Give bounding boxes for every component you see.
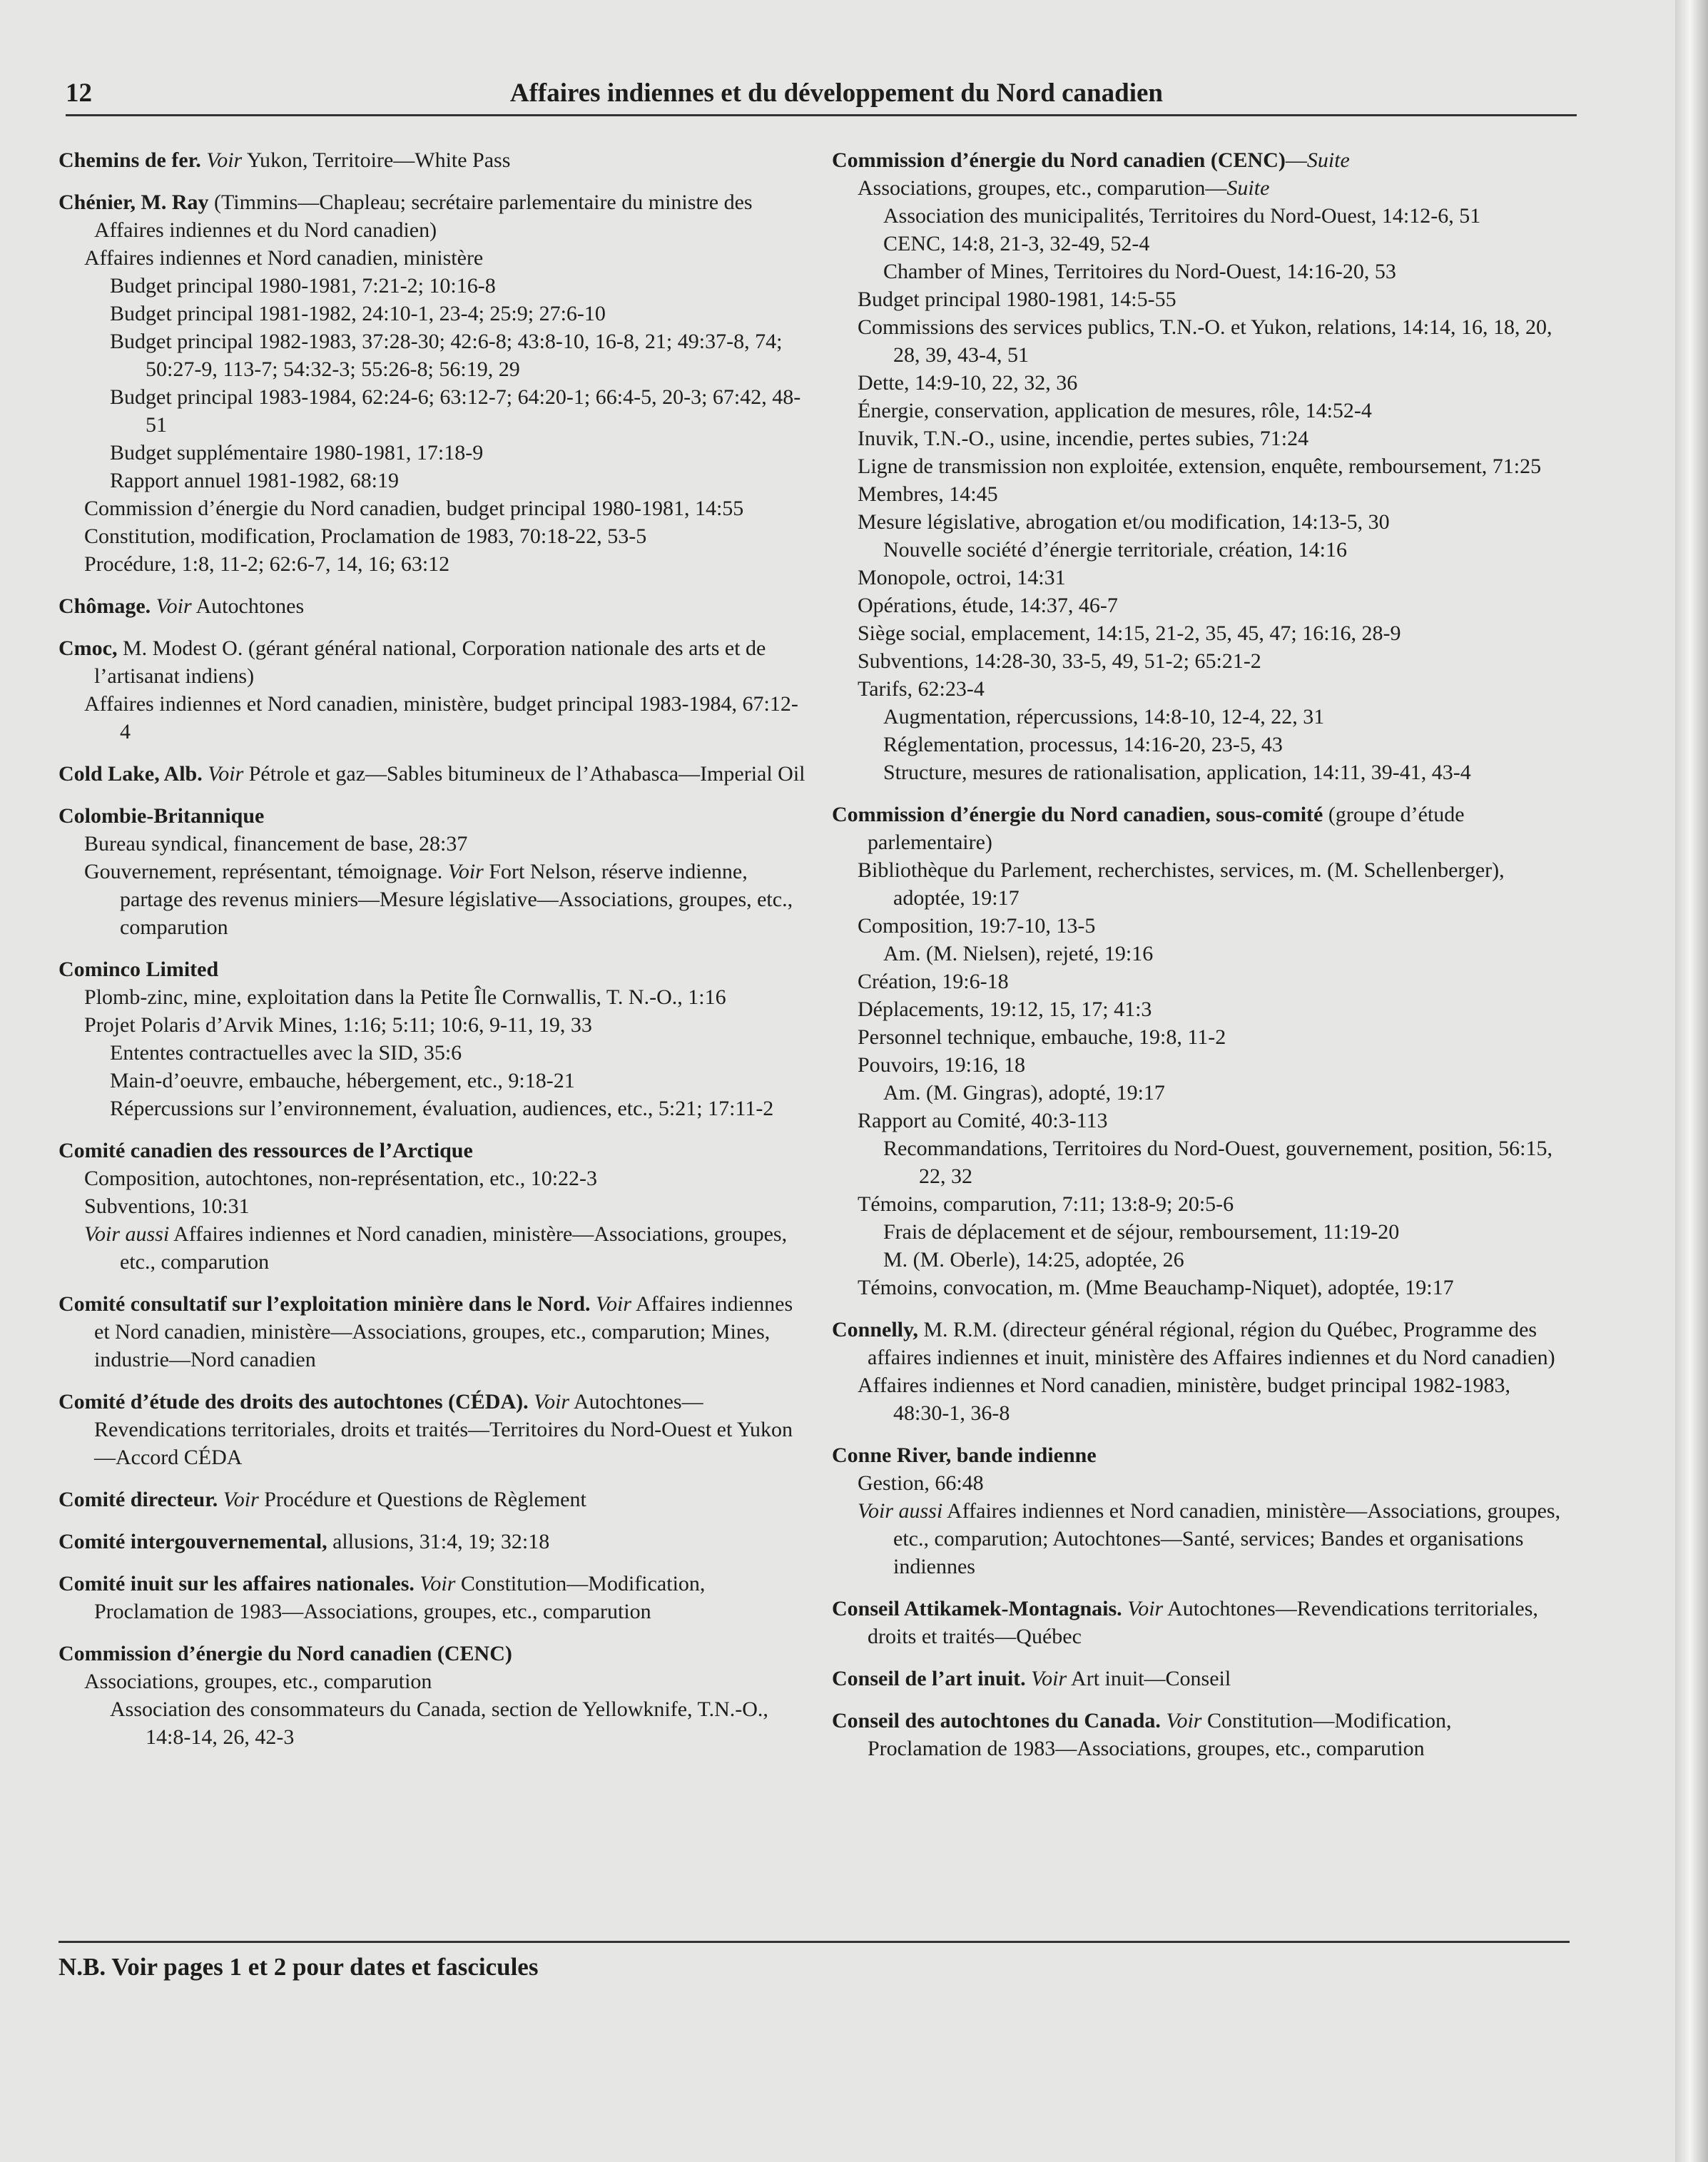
entry-text: (groupe d’étude parlementaire) — [868, 803, 1465, 854]
entry-text: Affaires indiennes et Nord canadien, ministère, budget principal 1983-1984, 67:12-4 — [84, 692, 798, 743]
entry-subline — [832, 1274, 1567, 1301]
entry-subline — [832, 1469, 1567, 1497]
entry-text: Ligne de transmission non exploitée, extension, enquête, remboursement, 71:25 — [858, 455, 1542, 478]
footer-note: N.B. Voir pages 1 et 2 pour dates et fascicules — [59, 1941, 1570, 1981]
entry-subline — [832, 1218, 1567, 1246]
entry-text: Associations, groupes, etc., comparution— — [858, 176, 1227, 200]
entry-heading — [832, 146, 1567, 174]
entry-subline — [59, 244, 808, 272]
entry-subline — [59, 1067, 808, 1095]
entry-text: Opérations, étude, 14:37, 46-7 — [858, 594, 1118, 617]
index-entry — [59, 1388, 808, 1471]
entry-subline — [832, 1246, 1567, 1274]
entry-text: Mesure législative, abrogation et/ou modification, 14:13-5, 30 — [858, 510, 1390, 534]
index-column-left — [59, 146, 808, 1765]
entry-text: Yukon, Territoire—White Pass — [242, 148, 511, 172]
entry-text: — — [1285, 148, 1307, 172]
entry-term: Cominco Limited — [59, 958, 219, 981]
entry-text — [218, 1488, 223, 1511]
entry-text: Constitution—Modification, Proclamation de 1983—Associations, groupes, etc., comparution — [868, 1709, 1452, 1760]
entry-heading — [832, 1595, 1567, 1650]
entry-subline — [832, 425, 1567, 452]
entry-heading — [59, 802, 808, 830]
cross-reference-word: Voir — [1127, 1597, 1164, 1620]
entry-text: Rapport annuel 1981-1982, 68:19 — [110, 469, 399, 492]
entry-subline — [59, 272, 808, 300]
entry-subline — [832, 758, 1567, 786]
entry-subline — [832, 647, 1567, 675]
entry-text: Affaires indiennes et Nord canadien, ministère—Associations, groupes, etc., comparution — [120, 1222, 788, 1274]
index-entry — [832, 1441, 1567, 1580]
entry-text: Nouvelle société d’énergie territoriale, création, 14:16 — [883, 538, 1348, 562]
entry-term: Cold Lake, Alb. — [59, 762, 203, 786]
entry-text: Gouvernement, représentant, témoignage. — [84, 860, 448, 883]
entry-term: Cmoc, — [59, 636, 118, 660]
cross-reference-word: Voir aussi — [84, 1222, 170, 1246]
entry-subline — [832, 1135, 1567, 1190]
entry-subline — [59, 830, 808, 858]
entry-heading — [59, 1137, 808, 1164]
entry-subline — [59, 467, 808, 494]
entry-text: Réglementation, processus, 14:16-20, 23-5, 43 — [883, 733, 1283, 756]
entry-text: Rapport au Comité, 40:3-113 — [858, 1109, 1108, 1132]
index-entry — [59, 1570, 808, 1625]
entry-subline — [832, 536, 1567, 564]
page-edge-shadow — [1675, 0, 1708, 2162]
entry-subline — [832, 1079, 1567, 1107]
entry-heading — [59, 592, 808, 620]
entry-subline — [59, 1095, 808, 1122]
index-entry — [59, 760, 808, 788]
entry-heading — [59, 188, 808, 244]
cross-reference-word: Voir — [156, 594, 192, 618]
entry-subline — [59, 690, 808, 746]
entry-text: Affaires indiennes et Nord canadien, ministère — [84, 246, 484, 270]
entry-text: M. Modest O. (gérant général national, Corporation nationale des arts et de l’artisanat indiens) — [94, 636, 766, 688]
entry-subline — [832, 592, 1567, 619]
entry-heading — [59, 1388, 808, 1471]
entry-subline — [832, 369, 1567, 397]
index-entry — [832, 1707, 1567, 1762]
entry-term: Conne River, bande indienne — [832, 1443, 1097, 1467]
entry-text: Main-d’oeuvre, embauche, hébergement, etc., 9:18-21 — [110, 1069, 575, 1092]
entry-heading — [59, 146, 808, 174]
entry-subline — [832, 564, 1567, 592]
entry-heading — [59, 1290, 808, 1374]
entry-text: Commissions des services publics, T.N.-O. et Yukon, relations, 14:14, 16, 18, 20, 28, 39, 43-4, 51 — [858, 315, 1552, 367]
cross-reference-word: Voir — [206, 148, 243, 172]
entry-term: Chénier, M. Ray — [59, 191, 209, 214]
entry-text: Monopole, octroi, 14:31 — [858, 566, 1066, 589]
entry-subline — [832, 397, 1567, 425]
entry-subline — [832, 995, 1567, 1023]
index-entry — [59, 634, 808, 746]
index-entry — [59, 592, 808, 620]
entry-text: (Timmins—Chapleau; secrétaire parlementaire du ministre des Affaires indiennes et du Nord canadien) — [94, 191, 753, 242]
entry-subline — [832, 1371, 1567, 1427]
entry-subline — [59, 494, 808, 522]
entry-subline — [832, 313, 1567, 369]
cross-reference-word: Voir — [534, 1390, 570, 1414]
entry-text: Membres, 14:45 — [858, 482, 998, 506]
entry-text: Budget principal 1982-1983, 37:28-30; 42:6-8; 43:8-10, 16-8, 21; 49:37-8, 74; 50:27-9, 113-7; 54:32-3; 55:26-8; 56:19, 29 — [110, 330, 783, 381]
entry-term: Chômage. — [59, 594, 151, 618]
entry-text: Personnel technique, embauche, 19:8, 11-2 — [858, 1025, 1226, 1049]
running-title: Affaires indiennes et du développement du Nord canadien — [509, 78, 1163, 108]
entry-text: Ententes contractuelles avec la SID, 35:6 — [110, 1041, 462, 1065]
index-entry — [59, 955, 808, 1122]
entry-subline — [832, 619, 1567, 647]
entry-text: M. R.M. (directeur général régional, région du Québec, Programme des affaires indiennes et inuit, ministère des Affaires indiennes et du Nord canadien) — [868, 1318, 1555, 1369]
entry-text: Subventions, 14:28-30, 33-5, 49, 51-2; 65:21-2 — [858, 649, 1261, 673]
entry-text: Commission d’énergie du Nord canadien, budget principal 1980-1981, 14:55 — [84, 497, 744, 520]
entry-term: Commission d’énergie du Nord canadien (CENC) — [59, 1642, 512, 1665]
entry-subline — [832, 480, 1567, 508]
entry-text: Composition, autochtones, non-représentation, etc., 10:22-3 — [84, 1167, 598, 1190]
entry-subline — [59, 1011, 808, 1039]
entry-subline — [59, 383, 808, 439]
cross-reference-word: Voir — [447, 860, 484, 883]
entry-text: allusions, 31:4, 19; 32:18 — [327, 1530, 550, 1553]
entry-subline — [59, 1220, 808, 1276]
entry-term: Comité inuit sur les affaires nationales. — [59, 1572, 415, 1595]
entry-text: Budget principal 1981-1982, 24:10-1, 23-4; 25:9; 27:6-10 — [110, 302, 606, 325]
entry-text: Bibliothèque du Parlement, recherchistes, services, m. (M. Schellenberger), adoptée, 19:17 — [858, 858, 1505, 910]
index-entry — [832, 1665, 1567, 1692]
entry-term: Chemins de fer. — [59, 148, 201, 172]
entry-subline — [832, 452, 1567, 480]
entry-text: Procédure, 1:8, 11-2; 62:6-7, 14, 16; 63:12 — [84, 552, 450, 576]
index-entry — [59, 1640, 808, 1751]
entry-text: Frais de déplacement et de séjour, remboursement, 11:19-20 — [883, 1220, 1400, 1244]
cross-reference-word: Suite — [1226, 176, 1270, 200]
entry-subline — [59, 328, 808, 383]
entry-subline — [59, 1039, 808, 1067]
entry-text: Association des municipalités, Territoires du Nord-Ouest, 14:12-6, 51 — [883, 204, 1481, 228]
index-entry — [59, 1290, 808, 1374]
entry-text: Pouvoirs, 19:16, 18 — [858, 1053, 1026, 1077]
entry-subline — [59, 1695, 808, 1751]
entry-text: Procédure et Questions de Règlement — [258, 1488, 586, 1511]
entry-term: Commission d’énergie du Nord canadien, sous-comité — [832, 803, 1323, 826]
entry-subline — [59, 439, 808, 467]
entry-term: Conseil des autochtones du Canada. — [832, 1709, 1161, 1732]
entry-term: Connelly, — [832, 1318, 918, 1341]
entry-text — [529, 1390, 534, 1414]
entry-text: Art inuit—Conseil — [1067, 1667, 1231, 1690]
entry-term: Comité canadien des ressources de l’Arctique — [59, 1139, 473, 1162]
index-entry — [59, 802, 808, 941]
cross-reference-word: Voir — [1166, 1709, 1202, 1732]
entry-subline — [59, 1192, 808, 1220]
cross-reference-word: Voir — [420, 1572, 456, 1595]
entry-subline — [832, 1051, 1567, 1079]
entry-text: Constitution, modification, Proclamation de 1983, 70:18-22, 53-5 — [84, 524, 647, 548]
entry-text: Bureau syndical, financement de base, 28:37 — [84, 832, 468, 856]
entry-text: Am. (M. Gingras), adopté, 19:17 — [883, 1081, 1165, 1105]
entry-subline — [832, 258, 1567, 285]
entry-text: Tarifs, 62:23-4 — [858, 677, 985, 701]
entry-heading — [832, 1316, 1567, 1371]
entry-subline — [832, 731, 1567, 758]
index-entry — [832, 801, 1567, 1301]
entry-subline — [832, 285, 1567, 313]
index-entry — [832, 1316, 1567, 1427]
entry-text: Recommandations, Territoires du Nord-Ouest, gouvernement, position, 56:15, 22, 32 — [883, 1137, 1553, 1188]
entry-subline — [832, 174, 1567, 202]
entry-subline — [832, 703, 1567, 731]
entry-subline — [59, 858, 808, 941]
index-column-right — [832, 146, 1567, 1777]
entry-subline — [832, 675, 1567, 703]
index-entry — [59, 1486, 808, 1513]
entry-term: Conseil de l’art inuit. — [832, 1667, 1026, 1690]
cross-reference-word: Suite — [1306, 148, 1350, 172]
entry-subline — [832, 856, 1567, 912]
entry-term: Comité intergouvernemental, — [59, 1530, 327, 1553]
entry-heading — [59, 955, 808, 983]
entry-text: Témoins, comparution, 7:11; 13:8-9; 20:5-6 — [858, 1192, 1234, 1216]
entry-subline — [59, 550, 808, 578]
index-entry — [59, 146, 808, 174]
entry-subline — [832, 1497, 1567, 1580]
entry-text: Plomb-zinc, mine, exploitation dans la Petite Île Cornwallis, T. N.-O., 1:16 — [84, 985, 726, 1009]
entry-text: Répercussions sur l’environnement, évaluation, audiences, etc., 5:21; 17:11-2 — [110, 1097, 774, 1120]
entry-text: Inuvik, T.N.-O., usine, incendie, pertes subies, 71:24 — [858, 427, 1309, 450]
entry-subline — [832, 1107, 1567, 1135]
entry-text: Dette, 14:9-10, 22, 32, 36 — [858, 371, 1078, 395]
entry-text: Chamber of Mines, Territoires du Nord-Ouest, 14:16-20, 53 — [883, 260, 1396, 283]
entry-subline — [59, 1164, 808, 1192]
entry-text: CENC, 14:8, 21-3, 32-49, 52-4 — [883, 232, 1150, 255]
page-number: 12 — [66, 78, 92, 108]
entry-text — [591, 1292, 596, 1316]
entry-heading — [59, 760, 808, 788]
entry-text: M. (M. Oberle), 14:25, adoptée, 26 — [883, 1248, 1184, 1272]
entry-subline — [832, 230, 1567, 258]
entry-heading — [832, 1665, 1567, 1692]
entry-text: Affaires indiennes et Nord canadien, ministère—Associations, groupes, etc., comparution; Autochtones—Santé, services; Bandes et organisations indiennes — [893, 1499, 1561, 1578]
entry-text: Am. (M. Nielsen), rejeté, 19:16 — [883, 942, 1154, 965]
entry-subline — [59, 1668, 808, 1695]
entry-term: Conseil Attikamek-Montagnais. — [832, 1597, 1122, 1620]
index-entry — [59, 1528, 808, 1555]
entry-text: Budget supplémentaire 1980-1981, 17:18-9 — [110, 441, 484, 465]
entry-subline — [59, 300, 808, 328]
index-entry — [59, 188, 808, 578]
entry-text: Création, 19:6-18 — [858, 970, 1009, 993]
entry-text: Témoins, convocation, m. (Mme Beauchamp-Niquet), adoptée, 19:17 — [858, 1276, 1454, 1299]
entry-heading — [59, 634, 808, 690]
cross-reference-word: Voir — [223, 1488, 259, 1511]
index-entry — [832, 1595, 1567, 1650]
entry-text: Affaires indiennes et Nord canadien, ministère, budget principal 1982-1983, 48:30-1, 36-8 — [858, 1374, 1511, 1425]
entry-subline — [59, 522, 808, 550]
entry-text: Gestion, 66:48 — [858, 1471, 984, 1495]
entry-text: Fort Nelson, réserve indienne, partage des revenus miniers—Mesure législative—Associations, groupes, etc., comparution — [120, 860, 793, 939]
cross-reference-word: Voir aussi — [858, 1499, 943, 1523]
entry-text: Autochtones—Revendications territoriales, droits et traités—Territoires du Nord-Ouest et Yukon—Accord CÉDA — [94, 1390, 793, 1469]
entry-text: Association des consommateurs du Canada, section de Yellowknife, T.N.-O., 14:8-14, 26, 42-3 — [110, 1697, 768, 1749]
cross-reference-word: Voir — [1031, 1667, 1067, 1690]
index-entry — [832, 146, 1567, 786]
entry-term: Comité d’étude des droits des autochtones (CÉDA). — [59, 1390, 529, 1414]
entry-text: Composition, 19:7-10, 13-5 — [858, 914, 1096, 938]
entry-text: Siège social, emplacement, 14:15, 21-2, 35, 45, 47; 16:16, 28-9 — [858, 621, 1401, 645]
entry-heading — [59, 1570, 808, 1625]
page-header — [66, 68, 1577, 116]
entry-text: Pétrole et gaz—Sables bitumineux de l’Athabasca—Imperial Oil — [243, 762, 805, 786]
entry-text: Budget principal 1980-1981, 14:5-55 — [858, 288, 1176, 311]
entry-text — [151, 594, 156, 618]
entry-text: Énergie, conservation, application de mesures, rôle, 14:52-4 — [858, 399, 1372, 422]
entry-text: Autochtones—Revendications territoriales, droits et traités—Québec — [868, 1597, 1538, 1648]
entry-term: Commission d’énergie du Nord canadien (CENC) — [832, 148, 1286, 172]
entry-text: Affaires indiennes et Nord canadien, ministère—Associations, groupes, etc., comparution; Mines, industrie—Nord canadien — [94, 1292, 793, 1371]
entry-text: Budget principal 1983-1984, 62:24-6; 63:12-7; 64:20-1; 66:4-5, 20-3; 67:42, 48-51 — [110, 385, 801, 437]
entry-subline — [832, 508, 1567, 536]
entry-subline — [832, 1190, 1567, 1218]
entry-text: Autochtones — [191, 594, 305, 618]
entry-heading — [59, 1486, 808, 1513]
entry-heading — [59, 1640, 808, 1668]
entry-text: Projet Polaris d’Arvik Mines, 1:16; 5:11; 10:6, 9-11, 19, 33 — [84, 1013, 592, 1037]
entry-text: Structure, mesures de rationalisation, application, 14:11, 39-41, 43-4 — [883, 761, 1471, 784]
entry-text: Augmentation, répercussions, 14:8-10, 12-4, 22, 31 — [883, 705, 1325, 729]
entry-term: Comité directeur. — [59, 1488, 218, 1511]
entry-text: Constitution—Modification, Proclamation de 1983—Associations, groupes, etc., comparution — [94, 1572, 706, 1623]
entry-subline — [832, 1023, 1567, 1051]
entry-text: Associations, groupes, etc., comparution — [84, 1670, 432, 1693]
entry-subline — [59, 983, 808, 1011]
entry-heading — [832, 801, 1567, 856]
entry-heading — [832, 1441, 1567, 1469]
entry-term: Comité consultatif sur l’exploitation minière dans le Nord. — [59, 1292, 591, 1316]
entry-subline — [832, 940, 1567, 968]
entry-text: Budget principal 1980-1981, 7:21-2; 10:16-8 — [110, 274, 496, 298]
entry-heading — [59, 1528, 808, 1555]
entry-subline — [832, 968, 1567, 995]
cross-reference-word: Voir — [596, 1292, 632, 1316]
cross-reference-word: Voir — [208, 762, 244, 786]
entry-text: Déplacements, 19:12, 15, 17; 41:3 — [858, 998, 1152, 1021]
entry-text: Subventions, 10:31 — [84, 1194, 250, 1218]
entry-subline — [832, 202, 1567, 230]
entry-term: Colombie-Britannique — [59, 804, 265, 828]
index-entry — [59, 1137, 808, 1276]
entry-subline — [832, 912, 1567, 940]
entry-heading — [832, 1707, 1567, 1762]
